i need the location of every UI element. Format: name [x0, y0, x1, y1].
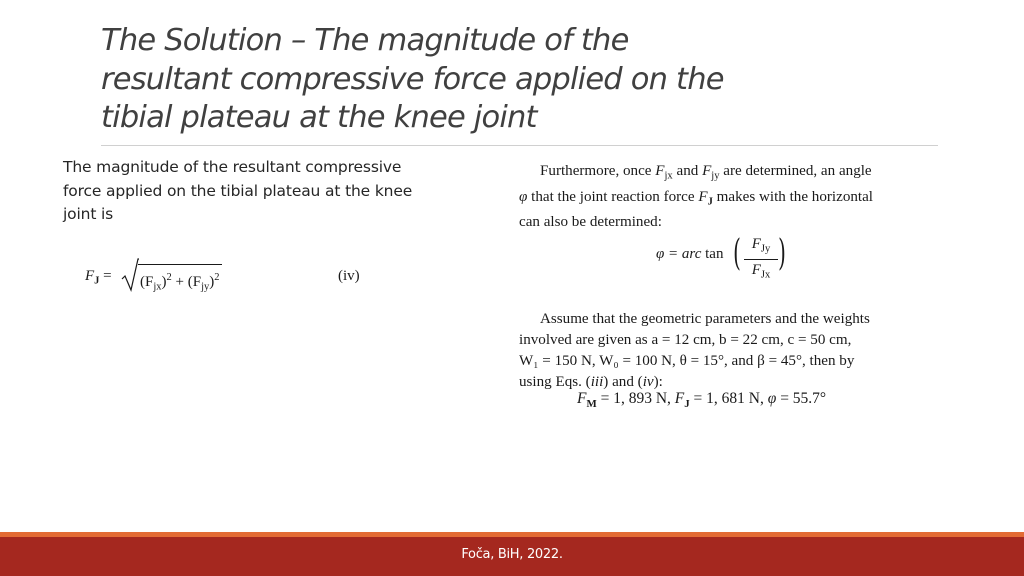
footer-bar: [0, 537, 1024, 576]
equation-iv: [85, 258, 385, 298]
left-body-text: [63, 156, 483, 227]
left-text-line-2: force applied on the tibial plateau at the knee: [63, 181, 413, 200]
paragraph-1-line-2: φ that the joint reaction force $F_J$ makes with the horizontal: [519, 188, 873, 208]
paragraph-1-line-1: Furthermore, once $F_{jx}$ and $F_{jy}$ are determined, an angle: [540, 163, 872, 182]
title-line-2: resultant compressive force applied on the: [101, 61, 724, 97]
open-paren: (: [733, 233, 741, 274]
paragraph-1: [519, 161, 923, 233]
equation-iv-label: (iv): [338, 268, 360, 284]
paragraph-2: [519, 309, 923, 393]
close-paren: ): [778, 233, 786, 274]
paragraph-1-line-3: can also be determined:: [519, 214, 662, 231]
paragraph-2-line-3: W₁ = 150 N, W₀ = 100 N, θ = 15°, and β = 45°, then by: [519, 353, 855, 370]
equation-iv-lhs: $F_J$ =: [85, 268, 112, 287]
title-line-1: The Solution – The magnitude of the: [101, 23, 629, 58]
left-text-line-1: The magnitude of the resultant compressive: [63, 158, 402, 176]
title-line-3: tibial plateau at the knee joint: [101, 100, 537, 135]
paragraph-2-line-1: Assume that the geometric parameters and the weights: [540, 311, 870, 328]
square-root-icon: [121, 258, 139, 292]
paragraph-2-line-2: involved are given as a = 12 cm, b = 22 cm, c = 50 cm,: [519, 332, 852, 349]
paragraph-2-line-4: using Eqs. (iii) and (iv):: [519, 374, 663, 391]
equation-iv-radical: [121, 258, 222, 297]
equation-iv-radicand: $(F_{jx})^2 + (F_{jy})^2$: [138, 264, 222, 292]
fraction-denominator: $F_{Jx}$: [751, 261, 771, 281]
slide-title: [101, 22, 801, 138]
footer-text: Foča, BiH, 2022.: [461, 547, 563, 562]
angle-equation: φ = arc tan ( $F_{Jy}$ $F_{Jx}$ ): [656, 234, 856, 278]
result-values: $F_M = 1$, 893 N, $F_J = 1$, 681 N, φ = 55.7°: [577, 390, 827, 410]
fraction-numerator: $F_{Jy}$: [744, 235, 778, 260]
tangent-fraction: [744, 235, 778, 285]
title-divider: [101, 145, 938, 146]
left-text-line-3: joint is: [63, 205, 114, 223]
